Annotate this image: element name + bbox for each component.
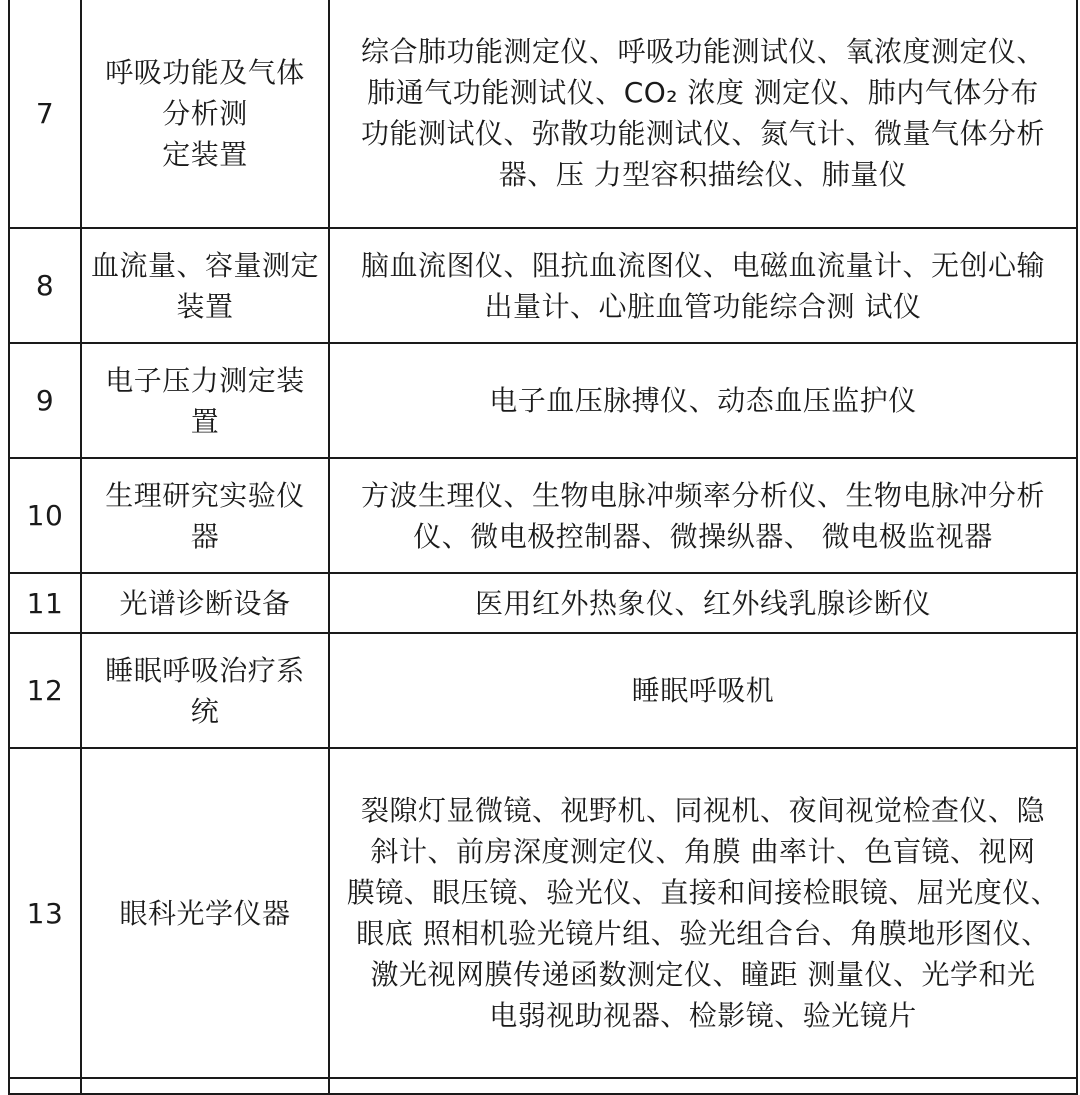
items-line: 睡眠呼吸机 [631,674,775,707]
category-cell [81,633,329,748]
category-line: 电子压力测定装 [105,363,305,397]
category-cell [81,573,329,633]
device-table-body [9,0,1077,1094]
items-cell [329,343,1077,458]
row-number: 9 [9,343,81,458]
table-row-partial [9,1078,1077,1094]
category-line: 装置 [176,289,234,323]
category-line: 血流量、容量测定 [90,248,319,282]
items-cell [329,0,1077,228]
category-line: 眼科光学仪器 [119,896,291,930]
category-line: 器 [190,519,220,553]
items-line: 电子血压脉搏仪、动态血压监护仪 [489,384,917,417]
row-number: 10 [9,458,81,573]
row-number: 7 [9,0,81,228]
category-line: 生理研究实验仪 [105,478,305,512]
category-line: 睡眠呼吸治疗系 [105,653,305,687]
items-line: 脑血流图仪、阻抗血流图仪、电磁血流量计、无创心输 [360,248,1045,282]
row-number: 8 [9,228,81,343]
category-line: 呼吸功能及气体 [105,55,305,89]
items-line: 激光视网膜传递函数测定仪、瞳距 测量仪、光学和光 [370,958,1036,991]
items-line: 出量计、心脏血管功能综合测 试仪 [484,289,922,323]
category-cell [81,228,329,343]
table-row [9,458,1077,573]
items-line: 斜计、前房深度测定仪、角膜 曲率计、色盲镜、视网 [370,835,1036,868]
items-line: 膜镜、眼压镜、验光仪、直接和间接检眼镜、屈光度仪、 [346,876,1060,909]
category-line: 光谱诊断设备 [119,586,291,620]
items-line: 综合肺功能测定仪、呼吸功能测试仪、氧浓度测定仪、 [360,35,1045,68]
category-cell [81,748,329,1078]
items-cell [329,228,1077,343]
items-line: 医用红外热象仪、红外线乳腺诊断仪 [474,586,931,620]
table-row [9,633,1077,748]
items-line: 器、压 力型容积描绘仪、肺量仪 [498,158,908,191]
table-row [9,748,1077,1078]
table-row [9,573,1077,633]
items-line: 方波生理仪、生物电脉冲频率分析仪、生物电脉冲分析 [360,478,1045,512]
items-line: 电弱视助视器、检影镜、验光镜片 [489,999,917,1032]
category-cell [81,0,329,228]
items-line: 眼底 照相机验光镜片组、验光组合台、角膜地形图仪、 [356,917,1050,950]
items-line: 裂隙灯显微镜、视野机、同视机、夜间视觉检查仪、隐 [360,794,1045,827]
device-table [8,0,1078,1095]
category-cell [81,343,329,458]
category-line: 定装置 [162,137,248,171]
category-line: 统 [190,694,220,728]
items-line: 功能测试仪、弥散功能测试仪、氮气计、微量气体分析 [360,117,1045,150]
row-number: 13 [9,748,81,1078]
items-cell [329,748,1077,1078]
empty-cell [9,1078,81,1094]
empty-cell [81,1078,329,1094]
category-line: 置 [190,404,220,438]
items-cell [329,573,1077,633]
row-number: 12 [9,633,81,748]
table-row [9,228,1077,343]
category-cell [81,458,329,573]
row-number: 11 [9,573,81,633]
items-cell [329,633,1077,748]
category-line: 分析测 [162,96,248,130]
items-cell [329,458,1077,573]
table-row [9,343,1077,458]
items-line: 肺通气功能测试仪、CO₂ 浓度 测定仪、肺内气体分布 [367,76,1039,109]
empty-cell [329,1078,1077,1094]
table-row [9,0,1077,228]
items-line: 仪、微电极控制器、微操纵器、 微电极监视器 [413,519,993,553]
